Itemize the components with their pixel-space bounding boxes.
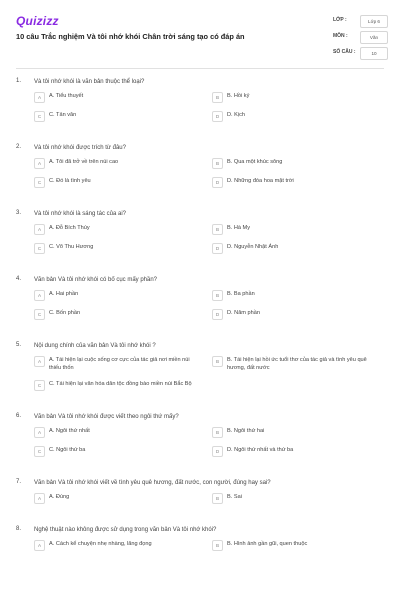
- answer-option-b[interactable]: [212, 92, 390, 103]
- option-text: A. Đỗ Bích Thúy: [49, 225, 90, 231]
- answer-options: [34, 356, 390, 399]
- header-divider: [16, 68, 384, 69]
- option-text: D. Năm phần: [227, 310, 260, 316]
- option-letter-box: A: [34, 540, 45, 551]
- question-number: 7.: [16, 479, 22, 485]
- option-text: C. Bốn phần: [49, 310, 81, 316]
- meta-row-class: [333, 15, 388, 29]
- question-text: Và tôi nhớ khói là văn bản thuộc thể loại?: [34, 79, 145, 85]
- question-list: [0, 78, 400, 573]
- question-text: Và tôi nhớ khói là sáng tác của ai?: [34, 211, 126, 217]
- answer-option-a[interactable]: [34, 290, 212, 301]
- answer-option-c[interactable]: [34, 380, 212, 391]
- option-letter-box: A: [34, 493, 45, 504]
- answer-options: [34, 224, 390, 262]
- option-letter-box: B: [212, 92, 223, 103]
- option-letter-box: A: [34, 427, 45, 438]
- question-5: [0, 342, 400, 399]
- option-text: D. Những đóa hoa mặt trời: [227, 178, 294, 184]
- option-letter-box: B: [212, 427, 223, 438]
- option-text: A. Tiểu thuyết: [49, 93, 84, 99]
- question-2: [0, 144, 400, 196]
- option-letter-box: B: [212, 356, 223, 367]
- answer-option-d[interactable]: [212, 446, 390, 457]
- option-text: D. Ngôi thứ nhất và thứ ba: [227, 447, 294, 453]
- answer-options: [34, 290, 390, 328]
- option-text: B. Hồi ký: [227, 93, 250, 99]
- option-text: C. Võ Thu Hương: [49, 244, 94, 250]
- worksheet-header: [0, 0, 400, 68]
- option-text: C. Đó là tình yêu: [49, 178, 91, 184]
- option-text: D. Kịch: [227, 112, 246, 118]
- option-text: A. Tái hiện lại cuộc sống cơ cực của tác giả nơi miền núi thiếu thốn: [49, 357, 190, 371]
- question-8: [0, 526, 400, 559]
- answer-option-a[interactable]: [34, 224, 212, 235]
- option-text: A. Ngôi thứ nhất: [49, 428, 90, 434]
- question-text: Văn bản Và tôi nhớ khói có bố cục mấy phần?: [34, 277, 158, 283]
- answer-option-b[interactable]: [212, 224, 390, 235]
- option-text: B. Ba phần: [227, 291, 255, 297]
- answer-options: [34, 427, 390, 465]
- option-text: B. Tái hiện lại hồi ức tuổi thơ của tác giả và tình yêu quê hương, đất nước: [227, 357, 367, 371]
- question-3: [0, 210, 400, 262]
- question-number: 1.: [16, 78, 22, 84]
- question-text: Và tôi nhớ khói được trích từ đâu?: [34, 145, 126, 151]
- option-letter-box: B: [212, 540, 223, 551]
- option-text: A. Cách kể chuyện nhẹ nhàng, lãng đọng: [49, 541, 152, 547]
- answer-option-d[interactable]: [212, 243, 390, 254]
- meta-label: SỐ CÂU :: [333, 49, 356, 55]
- option-letter-box: C: [34, 111, 45, 122]
- answer-option-a[interactable]: [34, 158, 212, 169]
- answer-option-b[interactable]: [212, 427, 390, 438]
- option-letter-box: D: [212, 243, 223, 254]
- answer-options: [34, 493, 390, 512]
- answer-option-c[interactable]: [34, 177, 212, 188]
- question-4: [0, 276, 400, 328]
- question-1: [0, 78, 400, 130]
- question-7: [0, 479, 400, 512]
- question-text: Nghệ thuật nào không được sử dụng trong văn bản Và tôi nhớ khói?: [34, 527, 217, 533]
- option-letter-box: A: [34, 92, 45, 103]
- question-number: 8.: [16, 526, 22, 532]
- question-number: 5.: [16, 342, 22, 348]
- question-text: Văn bản Và tôi nhớ khói được viết theo ngôi thứ mấy?: [34, 414, 179, 420]
- worksheet-title: 10 câu Trắc nghiệm Và tôi nhớ khói Chân trời sáng tạo có đáp án: [16, 32, 245, 41]
- option-letter-box: A: [34, 356, 45, 367]
- answer-option-b[interactable]: [212, 158, 390, 169]
- option-letter-box: B: [212, 290, 223, 301]
- option-letter-box: A: [34, 290, 45, 301]
- question-number: 2.: [16, 144, 22, 150]
- answer-option-d[interactable]: [212, 177, 390, 188]
- option-letter-box: D: [212, 309, 223, 320]
- option-letter-box: A: [34, 158, 45, 169]
- answer-option-b[interactable]: [212, 356, 390, 372]
- option-text: C. Tái hiện lại văn hóa dân tộc đồng bào miền núi Bắc Bộ: [49, 381, 192, 387]
- answer-option-d[interactable]: [212, 111, 390, 122]
- question-number: 6.: [16, 413, 22, 419]
- answer-option-b[interactable]: [212, 493, 390, 504]
- answer-options: [34, 92, 390, 130]
- option-text: B. Sai: [227, 494, 242, 500]
- option-letter-box: D: [212, 177, 223, 188]
- answer-option-a[interactable]: [34, 427, 212, 438]
- meta-row-subject: [333, 31, 388, 45]
- option-letter-box: C: [34, 177, 45, 188]
- question-number: 4.: [16, 276, 22, 282]
- option-letter-box: C: [34, 309, 45, 320]
- option-text: B. Hình ảnh gần gũi, quen thuộc: [227, 541, 308, 547]
- option-text: C. Ngôi thứ ba: [49, 447, 86, 453]
- option-text: C. Tản văn: [49, 112, 77, 118]
- answer-option-a[interactable]: [34, 540, 212, 551]
- option-letter-box: B: [212, 158, 223, 169]
- answer-option-a[interactable]: [34, 493, 212, 504]
- answer-option-d[interactable]: [212, 309, 390, 320]
- worksheet-meta: [333, 15, 388, 63]
- answer-option-c[interactable]: [34, 243, 212, 254]
- option-letter-box: C: [34, 380, 45, 391]
- meta-value: Lớp 6: [360, 15, 388, 28]
- option-letter-box: D: [212, 446, 223, 457]
- option-letter-box: C: [34, 446, 45, 457]
- option-letter-box: A: [34, 224, 45, 235]
- option-letter-box: C: [34, 243, 45, 254]
- answer-option-a[interactable]: [34, 356, 212, 372]
- option-letter-box: B: [212, 493, 223, 504]
- option-letter-box: D: [212, 111, 223, 122]
- option-text: B. Qua một khúc sông: [227, 159, 283, 165]
- question-text: Nội dung chính của văn bản Và tôi nhớ khói ?: [34, 343, 156, 349]
- question-6: [0, 413, 400, 465]
- option-text: A. Hai phần: [49, 291, 79, 297]
- option-text: B. Hà My: [227, 225, 251, 231]
- meta-label: LỚP :: [333, 17, 347, 23]
- option-text: A. Tôi đã trở về trên núi cao: [49, 159, 119, 165]
- meta-label: MÔN :: [333, 33, 348, 39]
- answer-option-b[interactable]: [212, 290, 390, 301]
- answer-option-b[interactable]: [212, 540, 390, 551]
- option-text: B. Ngôi thứ hai: [227, 428, 265, 434]
- answer-options: [34, 158, 390, 196]
- question-number: 3.: [16, 210, 22, 216]
- question-text: Văn bản Và tôi nhớ khói viết về tình yêu quê hương, đất nước, con người, đúng hay sai?: [34, 480, 271, 486]
- meta-value: Văn: [360, 31, 388, 44]
- answer-option-c[interactable]: [34, 309, 212, 320]
- answer-option-a[interactable]: [34, 92, 212, 103]
- option-letter-box: B: [212, 224, 223, 235]
- answer-options: [34, 540, 390, 559]
- option-text: A. Đúng: [49, 494, 70, 500]
- answer-option-c[interactable]: [34, 446, 212, 457]
- quizizz-logo: Quizizz: [16, 14, 59, 28]
- option-text: D. Nguyễn Nhật Ánh: [227, 244, 279, 250]
- answer-option-c[interactable]: [34, 111, 212, 122]
- meta-value: 10: [360, 47, 388, 60]
- meta-row-count: [333, 47, 388, 61]
